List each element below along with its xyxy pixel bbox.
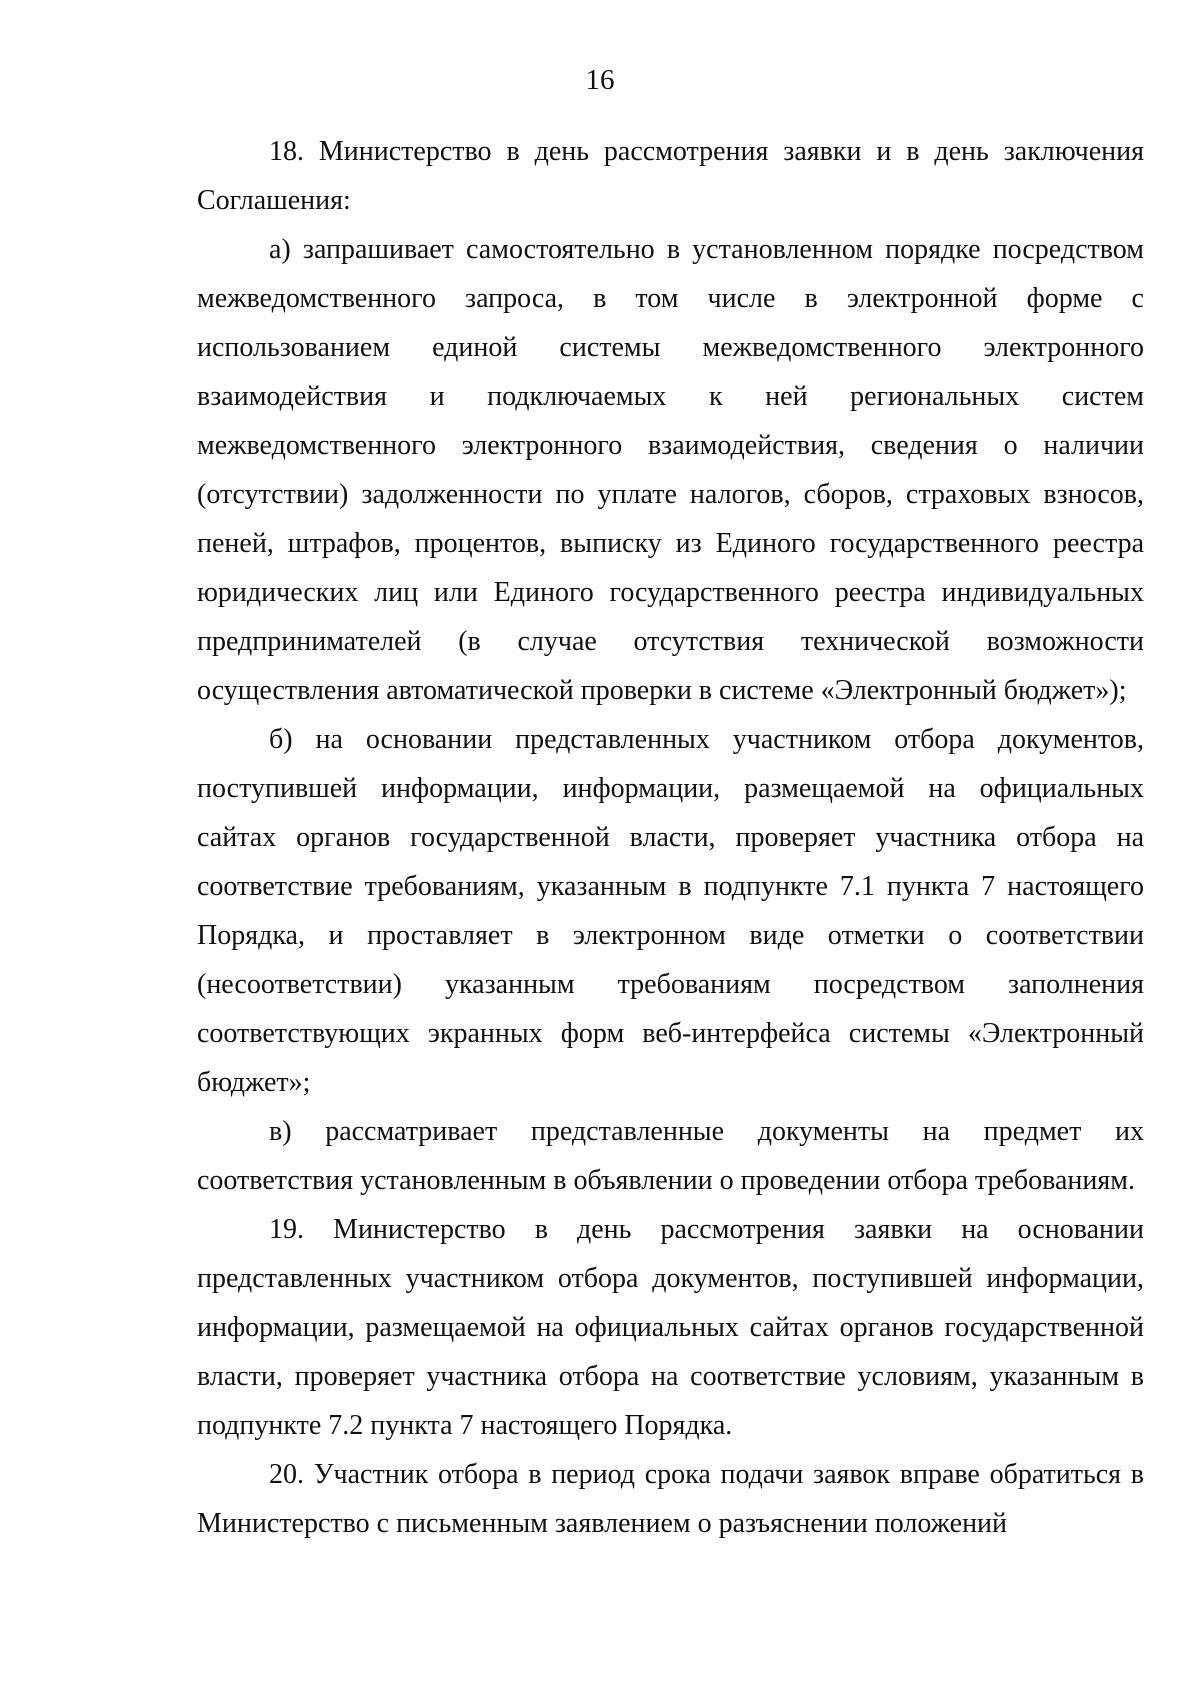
paragraph-18-v: в) рассматривает представленные документы на предмет их соответствия установленным в объявлении о проведении отбора требованиям. — [197, 1116, 1144, 1196]
document-body — [197, 127, 1144, 1548]
paragraph-19: 19. Министерство в день рассмотрения заявки на основании представленных участником отбора документов, поступившей информации, информации, размещаемой на официальных сайтах органов государственной власти, проверяет участника отбора на соответствие условиям, указанным в подпункте 7.2 пункта 7 настоящего Порядка. — [197, 1214, 1144, 1441]
page-number: 16 — [585, 64, 615, 96]
paragraph-20: 20. Участник отбора в период срока подачи заявок вправе обратиться в Министерство с письменным заявлением о разъяснении положений — [197, 1459, 1144, 1539]
paragraph-18-b: б) на основании представленных участником отбора документов, поступившей информации, информации, размещаемой на официальных сайтах органов государственной власти, проверяет участника отбора на соответствие требованиям, указанным в подпункте 7.1 пункта 7 настоящего Порядка, и проставляет в электронном виде отметки о соответствии (несоответствии) указанным требованиям посредством заполнения соответствующих экранных форм веб-интерфейса системы «Электронный бюджет»; — [197, 724, 1144, 1098]
paragraph-18: 18. Министерство в день рассмотрения заявки и в день заключения Соглашения: — [197, 136, 1144, 216]
paragraph-18-a: а) запрашивает самостоятельно в установленном порядке посредством межведомственного запроса, в том числе в электронной форме с использованием единой системы межведомственного электронного взаимодействия и подключаемых к ней региональных систем межведомственного электронного взаимодействия, сведения о наличии (отсутствии) задолженности по уплате налогов, сборов, страховых взносов, пеней, штрафов, процентов, выписку из Единого государственного реестра юридических лиц или Единого государственного реестра индивидуальных предпринимателей (в случае отсутствия технической возможности осуществления автоматической проверки в системе «Электронный бюджет»); — [197, 234, 1144, 706]
